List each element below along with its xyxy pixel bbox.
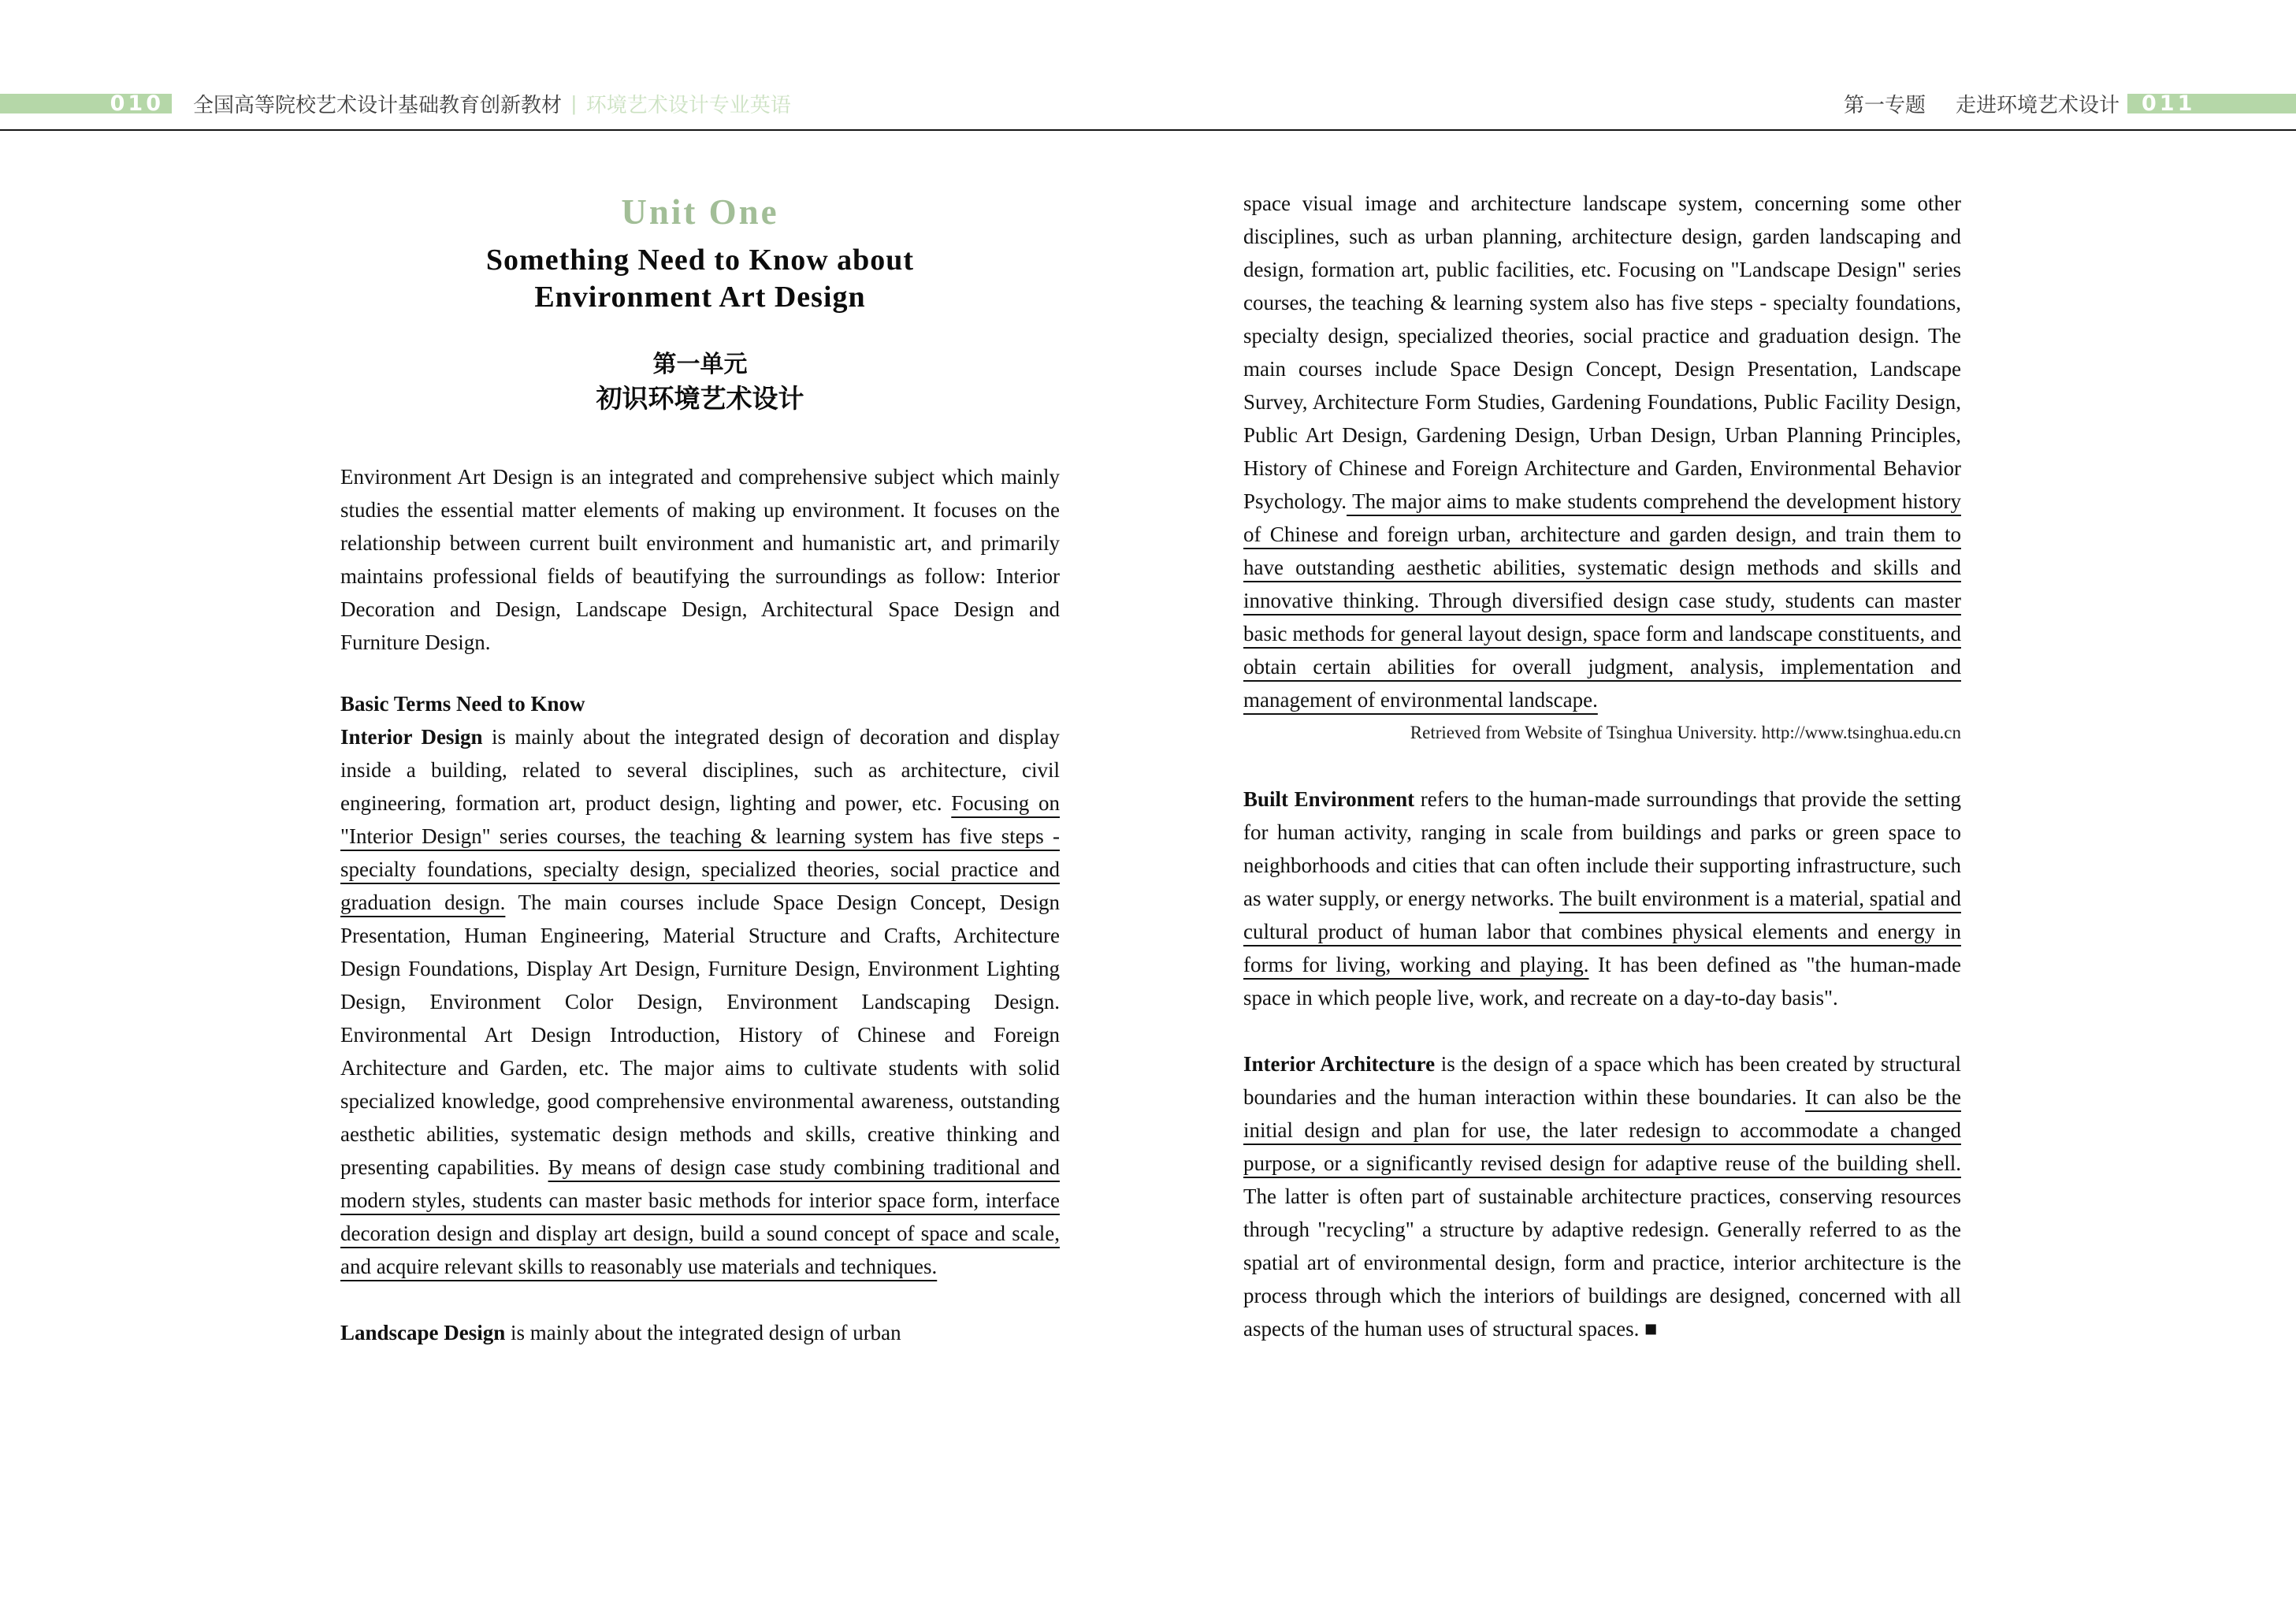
- basic-terms-heading: Basic Terms Need to Know: [340, 692, 585, 716]
- built-environment-paragraph: Built Environment refers to the human-made surroundings that provide the setting for human activity, ranging in scale from buildings and parks or green space to neighborhoods and cities that can often include their supporting infrastructure, such as water supply, or energy networks. The built environment is a material, spatial and cultural product of human labor that combines physical elements and energy in forms for living, working and playing. It has been defined as "the human-made space in which people live, work, and recreate on a day-to-day basis".: [1243, 787, 1961, 1010]
- unit-title-cn-line1: 第一单元: [652, 351, 748, 377]
- chapter-title: 走进环境艺术设计: [1955, 92, 2120, 117]
- interior-design-paragraph: Interior Design is mainly about the integrated design of decoration and display inside a building, related to several disciplines, such as architecture, civil engineering, formation art, product design, lighting and power, etc. Focusing on "Interior Design" series courses, the teaching & learning system has five steps - specialty foundations, specialty design, specialized theories, social practice and graduation design. The main courses include Space Design Concept, Design Presentation, Human Engineering, Material Structure and Crafts, Architecture Design Foundations, Display Art Design, Furniture Design, Environment Lighting Design, Environment Color Design, Environment Landscaping Design. Environmental Art Design Introduction, History of Chinese and Foreign Architecture and Garden, etc. The major aims to cultivate students with solid specialized knowledge, good comprehensive environmental awareness, outstanding aesthetic abilities, systematic design methods and skills, creative thinking and presenting capabilities. By means of design case study combining traditional and modern styles, students can master basic methods for interior space form, interface decoration design and display art design, build a sound concept of space and scale, and acquire relevant skills to reasonably use materials and techniques.: [340, 725, 1060, 1278]
- chapter-label: 第一专题: [1843, 92, 1926, 117]
- citation-line: Retrieved from Website of Tsinghua University. http://www.tsinghua.edu.cn: [1410, 723, 1961, 742]
- intro-paragraph: Environment Art Design is an integrated and comprehensive subject which mainly studies the essential matter elements of making up environment. It focuses on the relationship between current built environment and humanistic art, and primarily maintains professional fields of beautifying the surroundings as follow: Interior Decoration and Design, Landscape Design, Architectural Space Design and Furniture Design.: [340, 465, 1060, 654]
- right-page-number-bar: [2127, 91, 2296, 116]
- interior-architecture-paragraph: Interior Architecture is the design of a space which has been created by structural boundaries and the human interaction within these boundaries. It can also be the initial design and plan for use, the later redesign to accommodate a changed purpose, or a significantly revised design for adaptive reuse of the building shell. The latter is often part of sustainable architecture practices, conserving resources through "recycling" a structure by adaptive redesign. Generally referred to as the spatial art of environmental design, form and practice, interior architecture is the process through which the interiors of buildings are designed, concerned with all aspects of the human uses of structural spaces. ■: [1243, 1052, 1961, 1341]
- right-running-head: [1844, 91, 2120, 115]
- unit-title-cn-line2: 初识环境艺术设计: [596, 385, 804, 414]
- unit-title-block: [340, 192, 1060, 417]
- landscape-design-paragraph-continued: space visual image and architecture landscape system, concerning some other disciplines, such as urban planning, architecture design, garden landscaping and design, formation art, public facilities, etc. Focusing on "Landscape Design" series courses, the teaching & learning system also has five steps - specialty foundations, specialty design, specialized theories, social practice and graduation design. The main courses include Space Design Concept, Design Presentation, Landscape Survey, Architecture Form Studies, Gardening Foundations, Public Facility Design, Public Art Design, Gardening Design, Urban Design, Urban Planning Principles, History of Chinese and Foreign Architecture and Garden, Environmental Behavior Psychology. The major aims to make students comprehend the development history of Chinese and foreign urban, architecture and garden design, and train them to have outstanding aesthetic abilities, systematic design methods and skills and innovative thinking. Through diversified design case study, students can master basic methods for general layout design, space form and landscape constituents, and obtain certain abilities for overall judgment, analysis, implementation and management of environmental landscape.: [1243, 192, 1961, 712]
- left-page-number: 010: [110, 91, 164, 116]
- book-title: 环境艺术设计专业英语: [585, 92, 791, 117]
- header-divider: |: [571, 91, 577, 115]
- unit-title-line1: Something Need to Know about: [485, 244, 915, 277]
- unit-label: Unit One: [621, 192, 779, 232]
- right-text-column: [1243, 187, 1961, 1345]
- unit-title-line2: Environment Art Design: [534, 281, 866, 314]
- left-running-head: [193, 91, 791, 115]
- landscape-design-paragraph-start: Landscape Design is mainly about the integrated design of urban: [340, 1321, 901, 1344]
- unit-title-chinese: [340, 348, 1060, 417]
- left-page-number-bar: [0, 91, 172, 116]
- right-page-number: 011: [2142, 91, 2196, 116]
- left-text-column: [340, 460, 1060, 1349]
- header-rule: [0, 129, 2296, 131]
- series-title: 全国高等院校艺术设计基础教育创新教材: [193, 92, 563, 117]
- unit-title-english: [340, 242, 1060, 316]
